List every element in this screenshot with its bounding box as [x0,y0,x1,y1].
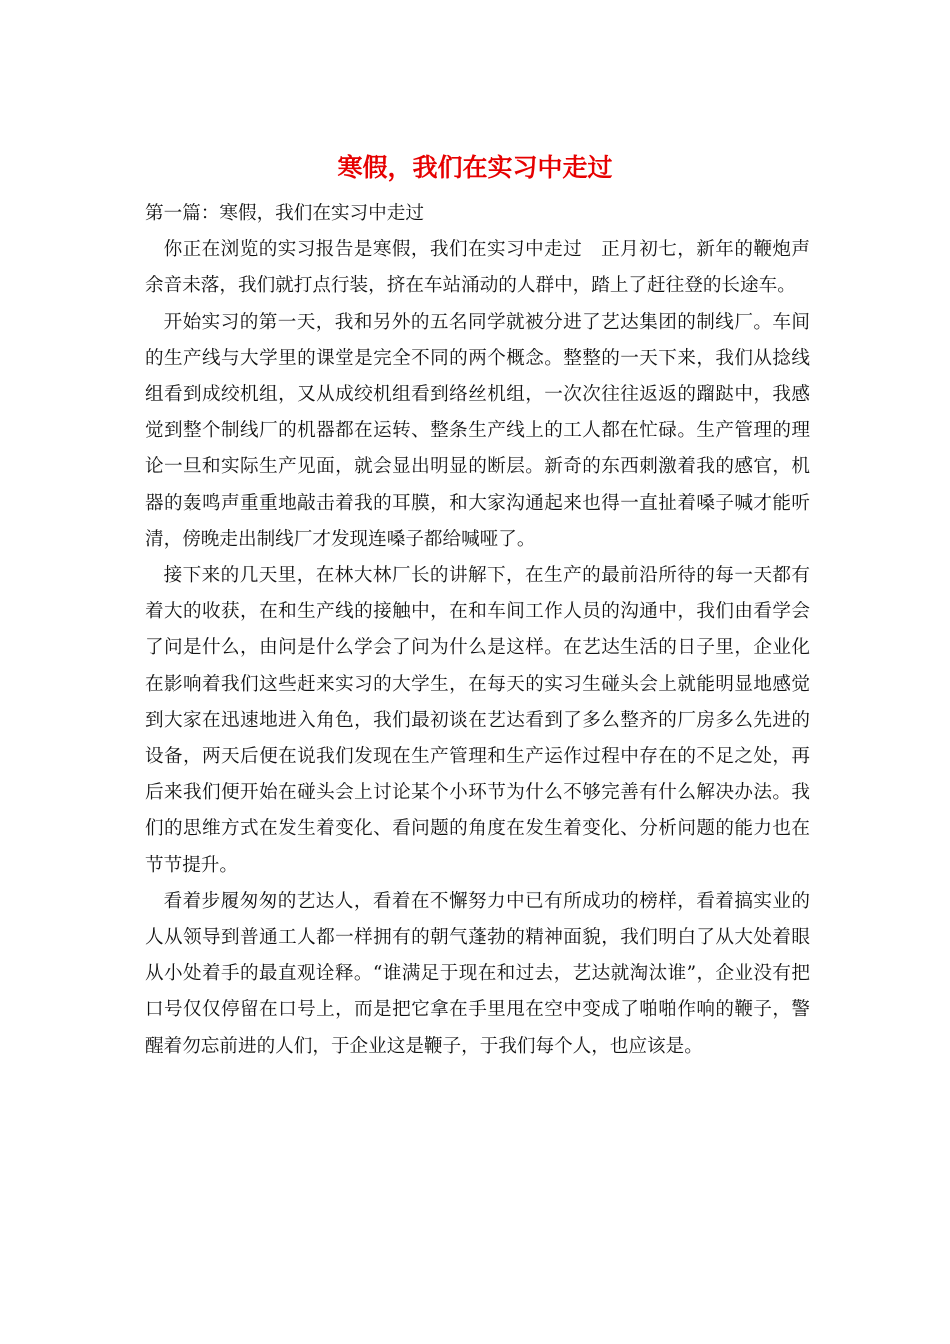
paragraph-4: 看着步履匆匆的艺达人，看着在不懈努力中已有所成功的榜样，看着搞实业的人从领导到普通工人都一样拥有的朝气蓬勃的精神面貌，我们明白了从大处着眼从小处着手的最直观诠释。“谁满足于现在和过去，艺达就淘汰谁”，企业没有把口号仅仅停留在口号上，而是把它拿在手里甩在空中变成了啪啪作响的鞭子，警醒着勿忘前进的人们，于企业这是鞭子，于我们每个人，也应该是。 [145,890,810,1057]
document-body [145,196,810,1065]
paragraph-3: 接下来的几天里，在林大林厂长的讲解下，在生产的最前沿所待的每一天都有着大的收获，在和生产线的接触中，在和车间工作人员的沟通中，我们由看学会了问是什么，由问是什么学会了问为什么是这样。在艺达生活的日子里，企业化在影响着我们这些赶来实习的大学生，在每天的实习生碰头会上就能明显地感觉到大家在迅速地进入角色，我们最初谈在艺达看到了多么整齐的厂房多么先进的设备，两天后便在说我们发现在生产管理和生产运作过程中存在的不足之处，再后来我们便开始在碰头会上讨论某个小环节为什么不够完善有什么解决办法。我们的思维方式在发生着变化、看问题的角度在发生着变化、分析问题的能力也在节节提升。 [145,565,810,876]
section-heading: 第一篇：寒假，我们在实习中走过 [145,203,424,224]
paragraph-2: 开始实习的第一天，我和另外的五名同学就被分进了艺达集团的制线厂。车间的生产线与大学里的课堂是完全不同的两个概念。整整的一天下来，我们从捻线组看到成绞机组，又从成绞机组看到络丝机组，一次次往往返返的蹓跶中，我感觉到整个制线厂的机器都在运转、整条生产线上的工人都在忙碌。生产管理的理论一旦和实际生产见面，就会显出明显的断层。新奇的东西刺激着我的感官，机器的轰鸣声重重地敲击着我的耳膜，和大家沟通起来也得一直扯着嗓子喊才能听清，傍晚走出制线厂才发现连嗓子都给喊哑了。 [145,311,810,550]
paragraph-1: 你正在浏览的实习报告是寒假，我们在实习中走过 正月初七，新年的鞭炮声余音未落，我们就打点行装，挤在车站涌动的人群中，踏上了赶往登的长途车。 [145,239,810,297]
document-title: 寒假，我们在实习中走过 [337,153,613,182]
